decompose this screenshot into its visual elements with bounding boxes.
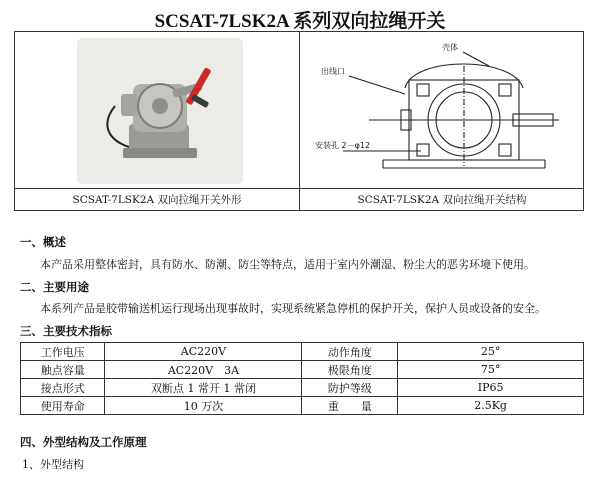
spec-value: AC220V 3A: [105, 361, 302, 379]
table-row: [21, 361, 584, 379]
spec-label: 使用寿命: [21, 397, 105, 415]
spec-value: IP65: [398, 379, 584, 397]
drawing-caption: SCSAT-7LSK2A 双向拉绳开关结构: [357, 194, 527, 206]
spec-label: 触点容量: [21, 361, 105, 379]
photo-caption: SCSAT-7LSK2A 双向拉绳开关外形: [72, 194, 242, 206]
spec-label: 极限角度: [302, 361, 398, 379]
table-row: [21, 379, 584, 397]
usage-text: 本系列产品是胶带输送机运行现场出现事故时，实现系统紧急停机的保护开关，保护人员或设备的安全。: [40, 302, 546, 315]
spec-value: 25°: [398, 343, 584, 361]
drawing-label-outlet: 出线口: [321, 67, 345, 76]
section-heading-usage: 二、主要用途: [20, 280, 89, 294]
spec-label: 工作电压: [21, 343, 105, 361]
drawing-label-shell: 壳体: [442, 43, 458, 52]
section-heading-specs: 三、主要技术指标: [20, 324, 112, 338]
specs-table: [20, 342, 584, 415]
spec-label: 重 量: [302, 397, 398, 415]
section-heading-overview: 一、概述: [20, 235, 66, 249]
structure-subheading: 1、外型结构: [22, 458, 84, 471]
spec-label: 动作角度: [302, 343, 398, 361]
figure-table: [14, 31, 584, 211]
table-row: [21, 397, 584, 415]
page-title: SCSAT-7LSK2A 系列双向拉绳开关: [154, 11, 446, 32]
spec-label: 防护等级: [302, 379, 398, 397]
caption-divider: [15, 188, 583, 189]
table-row: [21, 343, 584, 361]
spec-value: 75°: [398, 361, 584, 379]
product-photo: [77, 38, 243, 184]
structure-drawing: [313, 36, 575, 186]
overview-text: 本产品采用整体密封，具有防水、防潮、防尘等特点，适用于室内外潮湿、粉尘大的恶劣环境下使用。: [40, 258, 535, 271]
figure-divider: [299, 32, 300, 210]
spec-value: 双断点 1 常开 1 常闭: [105, 379, 302, 397]
spec-value: 2.5Kg: [398, 397, 584, 415]
spec-label: 接点形式: [21, 379, 105, 397]
section-heading-structure: 四、外型结构及工作原理: [20, 435, 147, 449]
spec-value: AC220V: [105, 343, 302, 361]
drawing-label-mount-hole: 安装孔 2－φ12: [315, 141, 371, 150]
spec-value: 10 万次: [105, 397, 302, 415]
